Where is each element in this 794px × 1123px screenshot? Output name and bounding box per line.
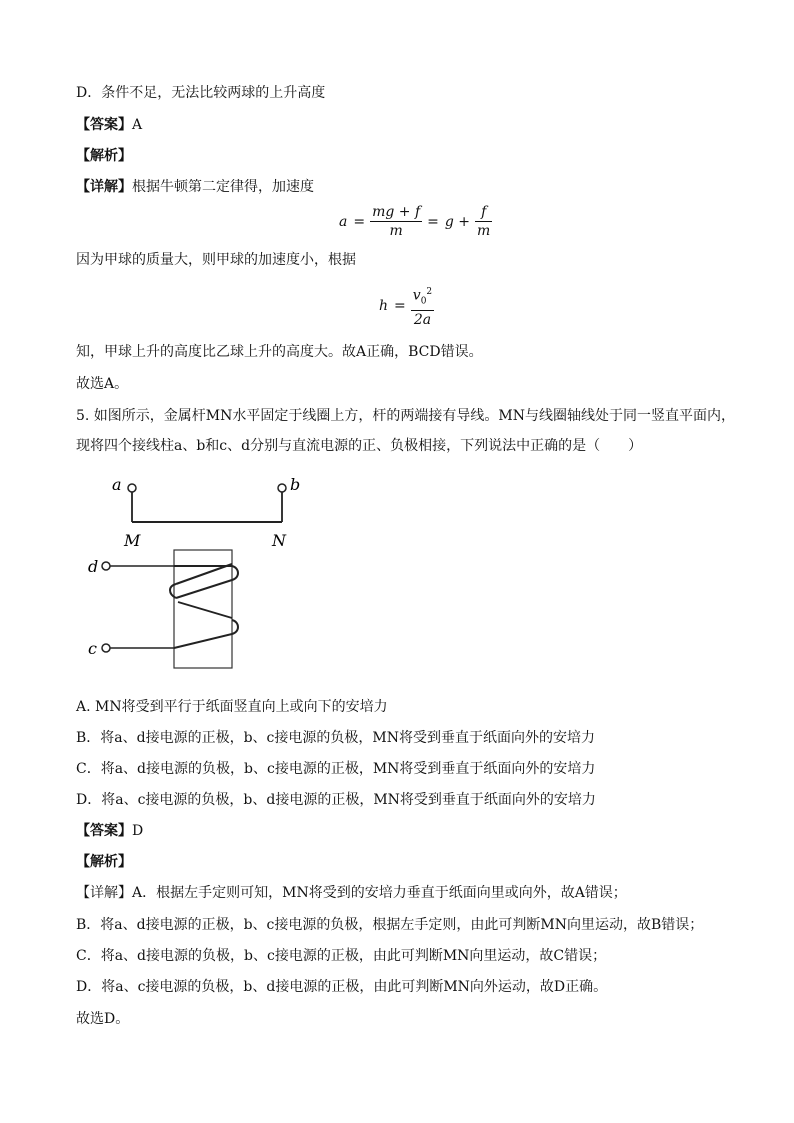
because-line: 因为甲球的质量大，则甲球的加速度小，根据 (76, 252, 356, 268)
v-superscript: 2 (426, 287, 433, 297)
terminal-a (128, 484, 136, 492)
answer2-value: D (132, 823, 144, 839)
formula2-eq: = (394, 298, 406, 315)
detail-label: 【详解】 (76, 179, 132, 195)
coil-windings (170, 564, 238, 648)
detail-1 (76, 178, 314, 196)
fraction-1-den: m (389, 223, 403, 239)
formula2-lhs: h (379, 298, 389, 315)
choose-1: 故选A。 (76, 376, 129, 392)
conclusion-1: 知，甲球上升的高度比乙球上升的高度大。故A正确，BCD错误。 (76, 344, 483, 360)
question-5-line1: 5. 如图所示，金属杆MN水平固定于线圈上方，杆的两端接有导线。MN与线圈轴线处于同一竖直平面内， (76, 408, 735, 424)
formula-eq: = (353, 213, 366, 230)
fraction-3 (411, 284, 434, 328)
fraction-1 (370, 204, 422, 239)
option-d: D．将a、c接电源的负极，b、d接电源的正极，MN将受到垂直于纸面向外的安培力 (76, 792, 596, 808)
detail-2-a: 【详解】A．根据左手定则可知，MN将受到的安培力垂直于纸面向里或向外，故A错误； (76, 885, 627, 901)
label-a: a (112, 475, 122, 494)
detail-2-d: D．将a、c接电源的负极，b、d接电源的正极，由此可判断MN向外运动，故D正确。 (76, 979, 608, 995)
label-b: b (290, 475, 301, 494)
fraction-2 (475, 204, 492, 239)
fraction-2-num: f (481, 204, 487, 220)
label-c: c (88, 639, 97, 658)
choose-2: 故选D。 (76, 1011, 130, 1027)
formula-eq2: = (427, 213, 439, 230)
option-d-previous: D．条件不足，无法比较两球的上升高度 (76, 85, 326, 101)
formula-height (376, 284, 436, 328)
terminal-d (102, 562, 110, 570)
formula-g: g + (444, 213, 471, 230)
answer-label: 【答案】 (76, 117, 132, 133)
question-5-line2: 现将四个接线柱a、b和c、d分别与直流电源的正、负极相接，下列说法中正确的是（ ） (76, 438, 643, 454)
answer-value: A (132, 117, 143, 133)
formula-lhs: a (339, 213, 348, 230)
terminal-b (278, 484, 286, 492)
formula-acceleration (336, 204, 494, 239)
fraction-3-num (411, 284, 434, 309)
label-n: N (272, 531, 286, 550)
v-subscript: 0 (420, 296, 427, 307)
option-a: A. MN将受到平行于纸面竖直向上或向下的安培力 (76, 699, 388, 715)
answer2-label: 【答案】 (76, 823, 132, 839)
option-c: C．将a、d接电源的负极，b、c接电源的正极，MN将受到垂直于纸面向外的安培力 (76, 761, 596, 777)
v-symbol: v (412, 287, 421, 304)
detail-2-b: B．将a、d接电源的正极，b、c接电源的负极，根据左手定则，由此可判断MN向里运动，故B错误； (76, 917, 704, 933)
option-b: B．将a、d接电源的正极，b、c接电源的负极，MN将受到垂直于纸面向外的安培力 (76, 730, 595, 746)
answer-2 (76, 822, 143, 840)
label-d: d (88, 557, 99, 576)
answer-1 (76, 116, 142, 134)
circuit-diagram (80, 466, 320, 676)
detail-text: 根据牛顿第二定律得，加速度 (132, 179, 314, 195)
label-m: M (124, 531, 141, 550)
fraction-1-num: mg + f (372, 204, 421, 220)
analysis-label-1: 【解析】 (76, 148, 132, 164)
terminal-c (102, 644, 110, 652)
fraction-2-den: m (477, 223, 491, 239)
fraction-3-den: 2a (413, 312, 432, 329)
analysis-label-2: 【解析】 (76, 854, 132, 870)
detail-2-c: C．将a、d接电源的负极，b、c接电源的正极，由此可判断MN向里运动，故C错误； (76, 948, 607, 964)
